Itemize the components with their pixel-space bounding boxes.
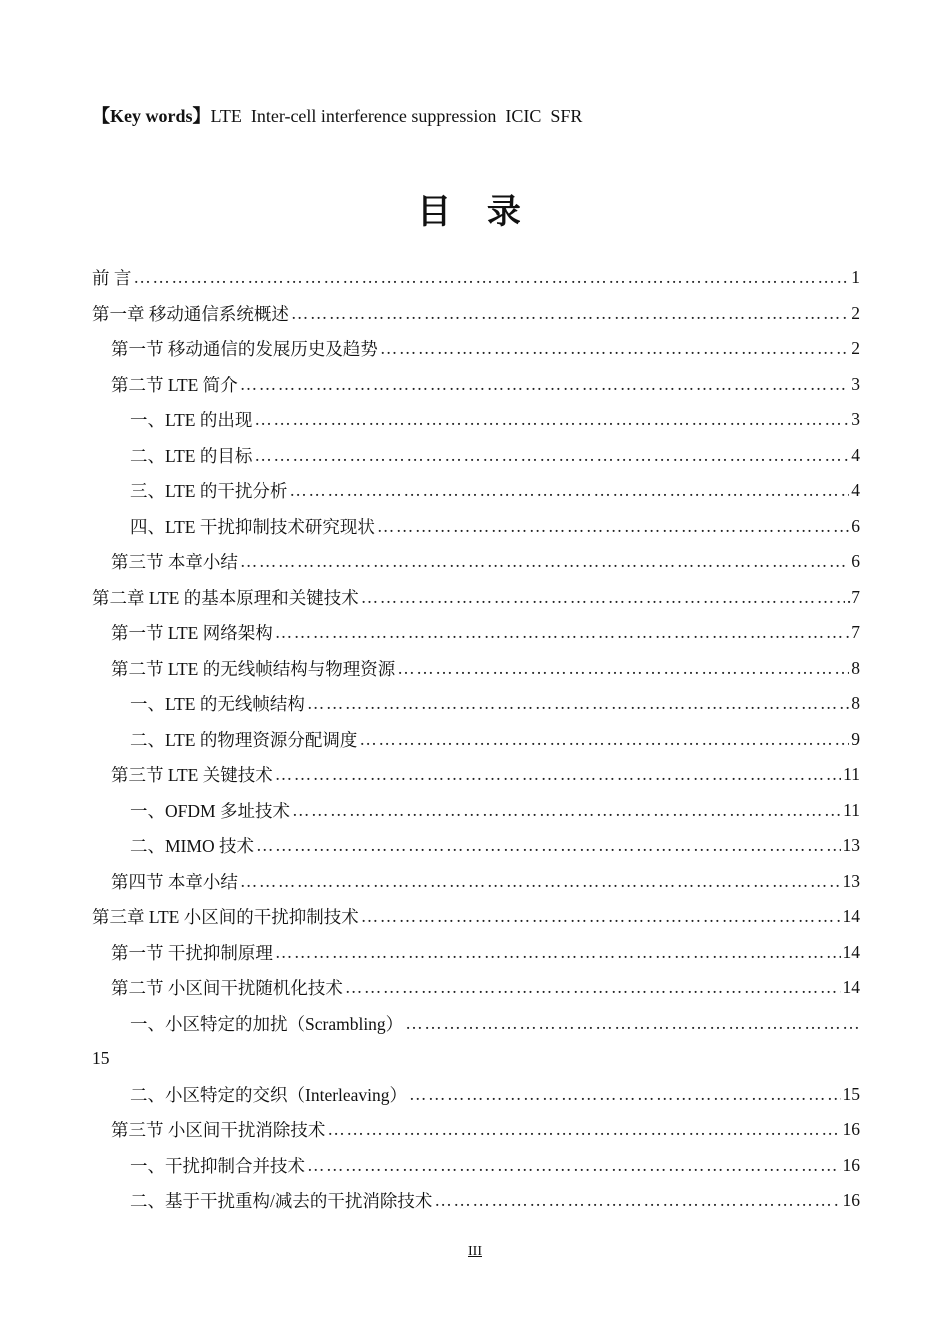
toc-entry-label: 第二节 LTE 简介 [111, 374, 238, 395]
keywords-label: 【Key words】 [92, 106, 211, 126]
toc-leader-dots [307, 1155, 841, 1176]
toc-entry-page: 1 [851, 267, 860, 288]
toc-leader-dots [275, 764, 841, 785]
toc-entry-page: 3 [851, 373, 860, 394]
toc-entry-page: 15 [92, 1048, 110, 1069]
toc-entry-page: 14 [842, 977, 860, 998]
toc-entry-page: 11 [843, 799, 860, 820]
toc-entry-label: 二、LTE 的物理资源分配调度 [130, 729, 358, 750]
toc-entry-label: 第一章 移动通信系统概述 [92, 303, 289, 324]
toc-entry-label: 一、OFDM 多址技术 [130, 800, 290, 821]
toc-entry-label: 二、LTE 的目标 [130, 445, 253, 466]
toc-entry-label: 四、LTE 干扰抑制技术研究现状 [130, 516, 375, 537]
toc-entry[interactable] [92, 1006, 860, 1042]
toc-entry-page: 4 [851, 480, 860, 501]
toc-leader-dots [291, 303, 849, 324]
toc-entry[interactable] [92, 970, 860, 1006]
toc-entry[interactable] [92, 260, 860, 296]
toc-leader-dots [377, 516, 849, 537]
toc-entry-label: 第三节 LTE 关键技术 [111, 765, 273, 786]
toc-leader-dots [307, 693, 849, 714]
toc-leader-dots [359, 729, 849, 750]
toc-entry-page: 14 [842, 941, 860, 962]
toc-leader-dots [275, 942, 841, 963]
keywords-line [92, 104, 582, 128]
toc-leader-dots [133, 267, 849, 288]
toc-leader-dots [345, 977, 841, 998]
toc-entry-label: 第二节 小区间干扰随机化技术 [111, 978, 343, 999]
table-of-contents [92, 260, 860, 1219]
toc-entry[interactable] [92, 580, 860, 616]
toc-entry-label: 三、LTE 的干扰分析 [130, 481, 288, 502]
toc-leader-dots [292, 800, 841, 821]
toc-leader-dots [275, 622, 850, 643]
toc-entry-page: 15 [842, 1083, 860, 1104]
toc-entry-page: 8 [851, 657, 860, 678]
page-number: III [468, 1244, 482, 1259]
toc-entry-label: 第一节 LTE 网络架构 [111, 623, 273, 644]
toc-leader-dots [327, 1119, 840, 1140]
toc-entry-label: 第三章 LTE 小区间的干扰抑制技术 [92, 907, 359, 928]
toc-entry-page: 16 [842, 1119, 860, 1140]
toc-entry-page: 14 [842, 906, 860, 927]
toc-entry-page-wrapped [92, 1041, 860, 1077]
toc-leader-dots [380, 338, 849, 359]
toc-leader-dots [240, 374, 850, 395]
toc-entry[interactable] [92, 899, 860, 935]
toc-entry-page: 6 [851, 515, 860, 536]
toc-leader-dots [434, 1190, 840, 1211]
toc-entry[interactable] [92, 509, 860, 545]
toc-entry[interactable] [92, 686, 860, 722]
toc-entry[interactable] [92, 1183, 860, 1219]
toc-entry-page: 3 [851, 409, 860, 430]
toc-leader-dots [240, 551, 849, 572]
toc-entry-page: 9 [851, 728, 860, 749]
toc-entry-page: 16 [842, 1154, 860, 1175]
toc-leader-dots [397, 658, 849, 679]
toc-entry-label: 二、小区特定的交织（Interleaving） [130, 1084, 408, 1105]
toc-leader-dots [240, 871, 841, 892]
toc-entry-label: 前 言 [92, 268, 132, 289]
toc-entry[interactable] [92, 793, 860, 829]
toc-entry-label: 二、MIMO 技术 [130, 836, 254, 857]
keywords-text: LTE Inter-cell interference suppression ICIC SFR [210, 106, 583, 126]
toc-leader-dots [361, 587, 845, 608]
toc-entry-page: .7 [846, 586, 860, 607]
toc-entry-label: 二、基于干扰重构/减去的干扰消除技术 [130, 1191, 433, 1212]
toc-entry[interactable] [92, 367, 860, 403]
toc-entry-label: 第二章 LTE 的基本原理和关键技术 [92, 587, 359, 608]
toc-entry-page: 2 [851, 302, 860, 323]
toc-entry-label: 一、LTE 的出现 [130, 410, 253, 431]
toc-entry[interactable] [92, 757, 860, 793]
toc-entry[interactable] [92, 651, 860, 687]
toc-leader-dots [361, 906, 841, 927]
toc-entry-page: 4 [851, 444, 860, 465]
toc-title: 目 录 [417, 192, 533, 232]
toc-entry[interactable] [92, 296, 860, 332]
toc-entry-page: 13 [842, 870, 860, 891]
toc-entry[interactable] [92, 544, 860, 580]
toc-entry-label: 一、干扰抑制合并技术 [130, 1155, 305, 1176]
toc-entry[interactable] [92, 1112, 860, 1148]
toc-entry-page: 7 [851, 622, 860, 643]
toc-entry-page: 2 [851, 338, 860, 359]
toc-entry-label: 第二节 LTE 的无线帧结构与物理资源 [111, 658, 396, 679]
toc-entry-page: 13 [842, 835, 860, 856]
toc-entry-label: 第一节 干扰抑制原理 [111, 942, 273, 963]
toc-entry[interactable] [92, 402, 860, 438]
toc-entry-page: 11 [843, 764, 860, 785]
toc-leader-dots [409, 1084, 840, 1105]
toc-leader-dots [289, 480, 849, 501]
toc-entry-label: 第三节 小区间干扰消除技术 [111, 1120, 326, 1141]
toc-entry-page: 6 [851, 551, 860, 572]
toc-entry-label: 第三节 本章小结 [111, 552, 238, 573]
toc-entry[interactable] [92, 864, 860, 900]
toc-entry-label: 第四节 本章小结 [111, 871, 238, 892]
toc-entry[interactable] [92, 722, 860, 758]
toc-entry-page: 8 [851, 693, 860, 714]
toc-entry-label: 第一节 移动通信的发展历史及趋势 [111, 339, 378, 360]
toc-entry[interactable] [92, 1077, 860, 1113]
toc-leader-dots [254, 445, 849, 466]
toc-entry-label: 一、小区特定的加扰（Scrambling） [130, 1013, 404, 1034]
toc-leader-dots [256, 835, 841, 856]
toc-entry-label: 一、LTE 的无线帧结构 [130, 694, 305, 715]
toc-entry[interactable] [92, 828, 860, 864]
toc-entry-page: 16 [842, 1190, 860, 1211]
toc-entry[interactable] [92, 438, 860, 474]
toc-entry[interactable] [92, 331, 860, 367]
toc-leader-dots [254, 409, 849, 430]
toc-entry[interactable] [92, 473, 860, 509]
toc-leader-dots [405, 1013, 858, 1034]
toc-entry[interactable] [92, 615, 860, 651]
toc-entry[interactable] [92, 935, 860, 971]
toc-entry[interactable] [92, 1148, 860, 1184]
